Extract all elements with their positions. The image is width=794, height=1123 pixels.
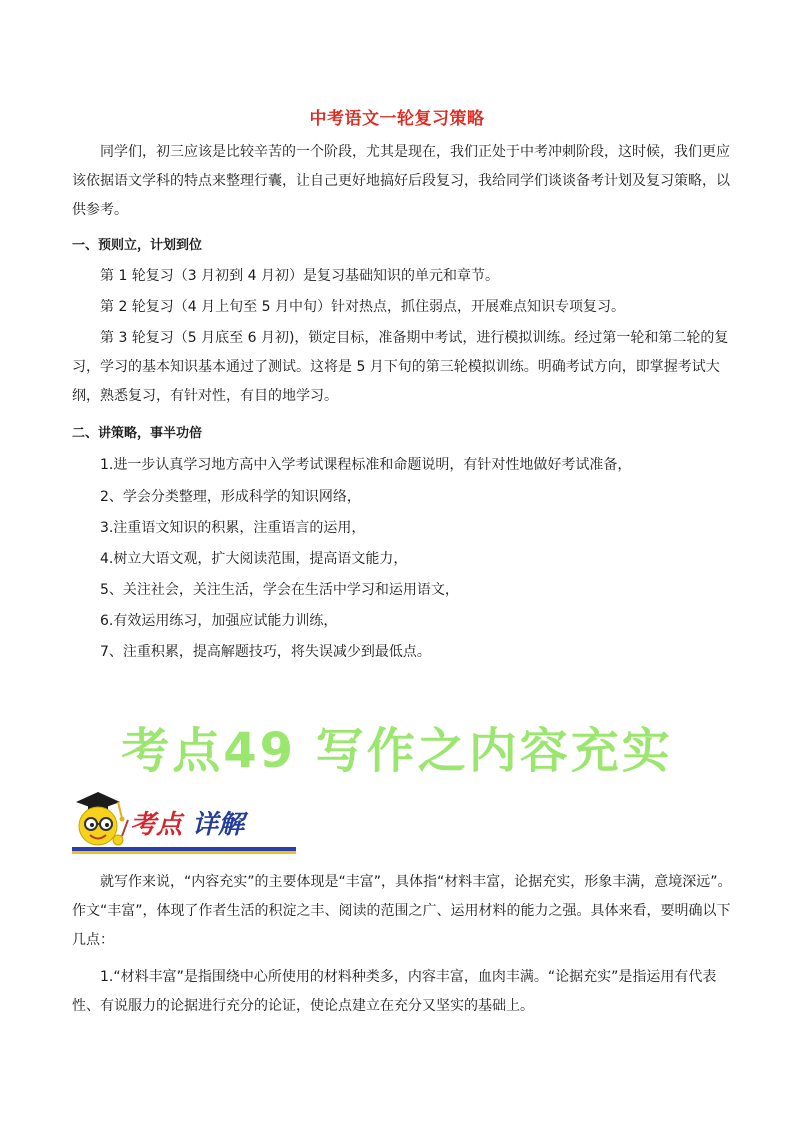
- list-item: 6.有效运用练习，加强应试能力训练，: [100, 613, 338, 629]
- list-item: 2、学会分类整理，形成科学的知识网络，: [100, 489, 361, 505]
- body-paragraph-1: 就写作来说，“内容充实”的主要体现是“丰富”，具体指“材料丰富，论据充实，形象丰满，意境深远”。作文“丰富”，体现了作者生活的积淀之丰、阅读的范围之广、运用材料的能力之强。具体来看，要明确以下几点：: [72, 874, 732, 948]
- section-1-paragraph-2: 第 2 轮复习（4 月上旬至 5 月中旬）针对热点，抓住弱点，开展难点知识专项复习。: [100, 299, 625, 315]
- chapter-title: 考点49 写作之内容充实: [121, 723, 673, 779]
- banner-label: [130, 804, 244, 841]
- section-1-heading: 一、预则立，计划到位: [72, 238, 203, 253]
- banner-xiangjie: 详解: [192, 810, 245, 840]
- banner-kaodian: 考点: [130, 810, 183, 840]
- section-1-paragraph-3: 第 3 轮复习（5 月底至 6 月初)，锁定目标，准备期中考试，进行模拟训练。经过第一轮和第二轮的复习，学习的基本知识基本通过了测试。这将是 5 月下旬的第三轮模拟训练。明确考试方向，即掌握考试大纲，熟悉复习，有针对性，有目的地学习。: [72, 330, 729, 404]
- body-paragraph-2: 1.“材料丰富”是指围绕中心所使用的材料种类多，内容丰富，血肉丰满。“论据充实”是指运用有代表性、有说服力的论据进行充分的论证，使论点建立在充分又坚实的基础上。: [72, 969, 717, 1014]
- list-item: 5、关注社会，关注生活，学会在生活中学习和运用语文，: [100, 582, 459, 598]
- document-title: 中考语文一轮复习策略: [309, 109, 485, 129]
- section-2-heading: 二、讲策略，事半功倍: [72, 426, 203, 441]
- list-item: 3.注重语文知识的积累，注重语言的运用，: [100, 520, 366, 536]
- list-item: 1.进一步认真学习地方高中入学考试课程标准和命题说明，有针对性地做好考试准备，: [100, 457, 632, 473]
- list-item: 4.树立大语文观，扩大阅读范围，提高语文能力，: [100, 551, 408, 567]
- list-item: 7、注重积累，提高解题技巧，将失误减少到最低点。: [100, 644, 431, 660]
- banner-underline-gold: [72, 851, 296, 854]
- intro-paragraph: 同学们，初三应该是比较辛苦的一个阶段，尤其是现在，我们正处于中考冲刺阶段，这时候，我们更应该依据语文学科的特点来整理行囊，让自己更好地搞好后段复习，我给同学们谈谈备考计划及复习策略，以供参考。: [72, 144, 730, 218]
- section-1-paragraph-1: 第 1 轮复习（3 月初到 4 月初）是复习基础知识的单元和章节。: [100, 268, 499, 284]
